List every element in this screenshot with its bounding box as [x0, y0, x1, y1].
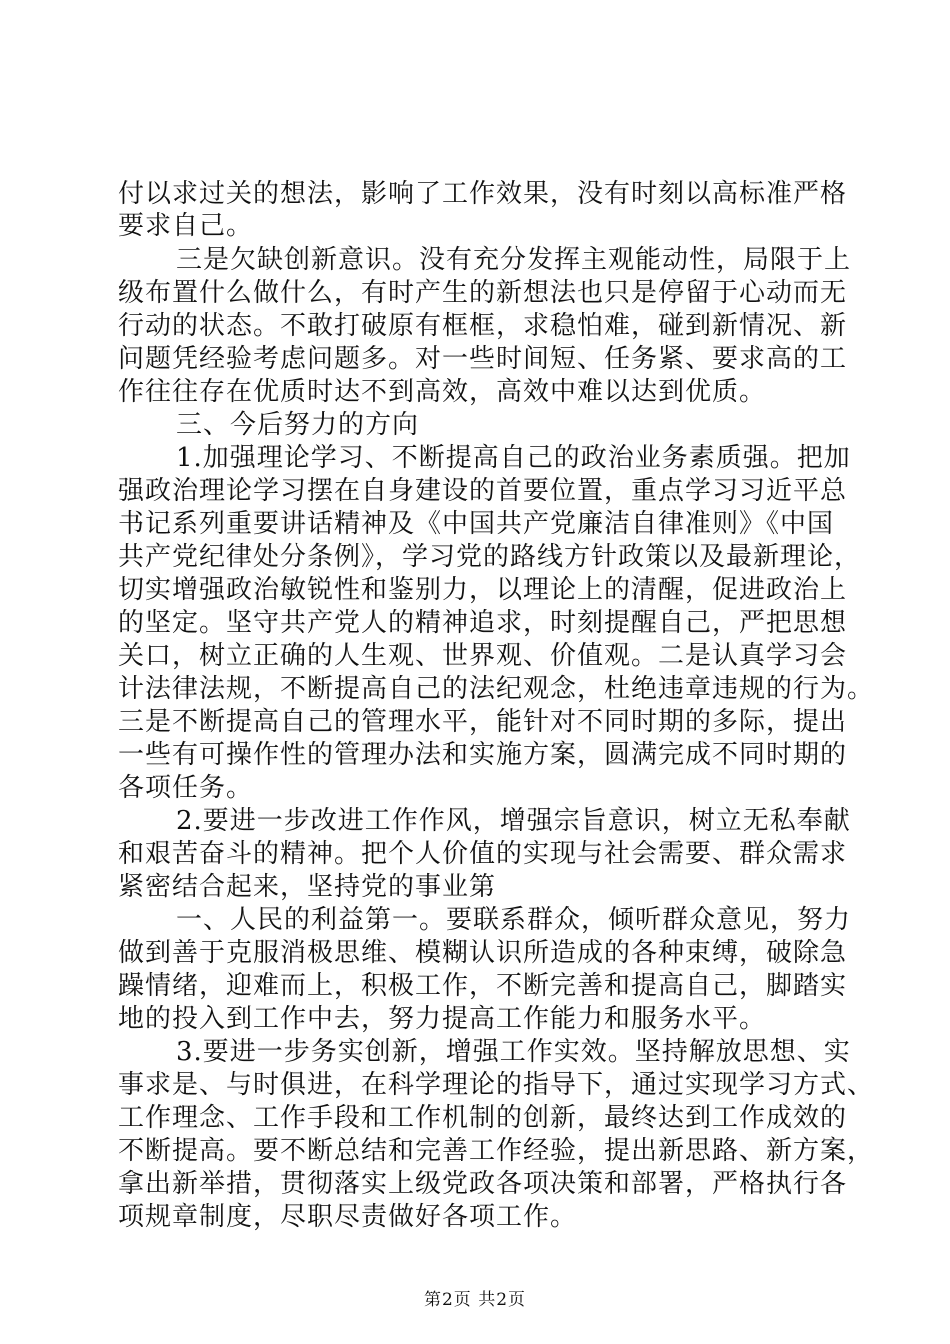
- text-line-28: 事求是、与时俱进，在科学理论的指导下，通过实现学习方式、: [118, 1070, 875, 1100]
- text-line-15: 关口，树立正确的人生观、世界观、价值观。二是认真学习会: [118, 641, 848, 671]
- text-line-23: 一、人民的利益第一。要联系群众，倾听群众意见，努力: [176, 905, 852, 935]
- text-line-22: 紧密结合起来，坚持党的事业第: [118, 872, 497, 902]
- text-line-30: 不断提高。要不断总结和完善工作经验，提出新思路、新方案，: [118, 1136, 875, 1166]
- text-line-1: 付以求过关的想法，影响了工作效果，没有时刻以高标准严格: [118, 179, 848, 209]
- text-line-20: 2.要进一步改进工作作风，增强宗旨意识，树立无私奉献: [176, 806, 851, 836]
- text-line-3: 三是欠缺创新意识。没有充分发挥主观能动性，局限于上: [176, 245, 852, 275]
- text-line-9: 1.加强理论学习、不断提高自己的政治业务素质强。把加: [176, 443, 851, 473]
- text-line-17: 三是不断提高自己的管理水平，能针对不同时期的多际，提出: [118, 707, 848, 737]
- text-line-24: 做到善于克服消极思维、模糊认识所造成的各种束缚，破除急: [118, 938, 848, 968]
- text-line-27: 3.要进一步务实创新，增强工作实效。坚持解放思想、实: [176, 1037, 851, 1067]
- text-line-21: 和艰苦奋斗的精神。把个人价值的实现与社会需要、群众需求: [118, 839, 848, 869]
- text-line-5: 行动的状态。不敢打破原有框框，求稳怕难，碰到新情况、新: [118, 311, 848, 341]
- text-line-25: 躁情绪，迎难而上，积极工作，不断完善和提高自己，脚踏实: [118, 971, 848, 1001]
- page-footer: 第2页 共2页: [423, 1290, 527, 1310]
- text-line-29: 工作理念、工作手段和工作机制的创新，最终达到工作成效的: [118, 1103, 848, 1133]
- text-line-10: 强政治理论学习摆在自身建设的首要位置，重点学习习近平总: [118, 476, 848, 506]
- text-line-19: 各项任务。: [118, 773, 254, 803]
- text-line-4: 级布置什么做什么，有时产生的新想法也只是停留于心动而无: [118, 278, 848, 308]
- text-line-11: 书记系列重要讲话精神及《中国共产党廉洁自律准则》《中国: [118, 509, 835, 539]
- text-line-7: 作往往存在优质时达不到高效，高效中难以达到优质。: [118, 377, 767, 407]
- section-heading: 三、今后努力的方向: [176, 410, 420, 440]
- text-line-6: 问题凭经验考虑问题多。对一些时间短、任务紧、要求高的工: [118, 344, 848, 374]
- text-line-13: 切实增强政治敏锐性和鉴别力，以理论上的清醒，促进政治上: [118, 575, 848, 605]
- text-line-26: 地的投入到工作中去，努力提高工作能力和服务水平。: [118, 1004, 767, 1034]
- text-line-2: 要求自己。: [118, 211, 254, 241]
- text-line-32: 项规章制度，尽职尽责做好各项工作。: [118, 1202, 578, 1232]
- text-line-31: 拿出新举措，贯彻落实上级党政各项决策和部署，严格执行各: [118, 1169, 848, 1199]
- text-line-12: 共产党纪律处分条例》，学习党的路线方针政策以及最新理论，: [118, 542, 862, 572]
- text-line-18: 一些有可操作性的管理办法和实施方案，圆满完成不同时期的: [118, 740, 848, 770]
- text-line-16: 计法律法规，不断提高自己的法纪观念，杜绝违章违规的行为。: [118, 674, 875, 704]
- text-line-14: 的坚定。坚守共产党人的精神追求，时刻提醒自己，严把思想: [118, 608, 848, 638]
